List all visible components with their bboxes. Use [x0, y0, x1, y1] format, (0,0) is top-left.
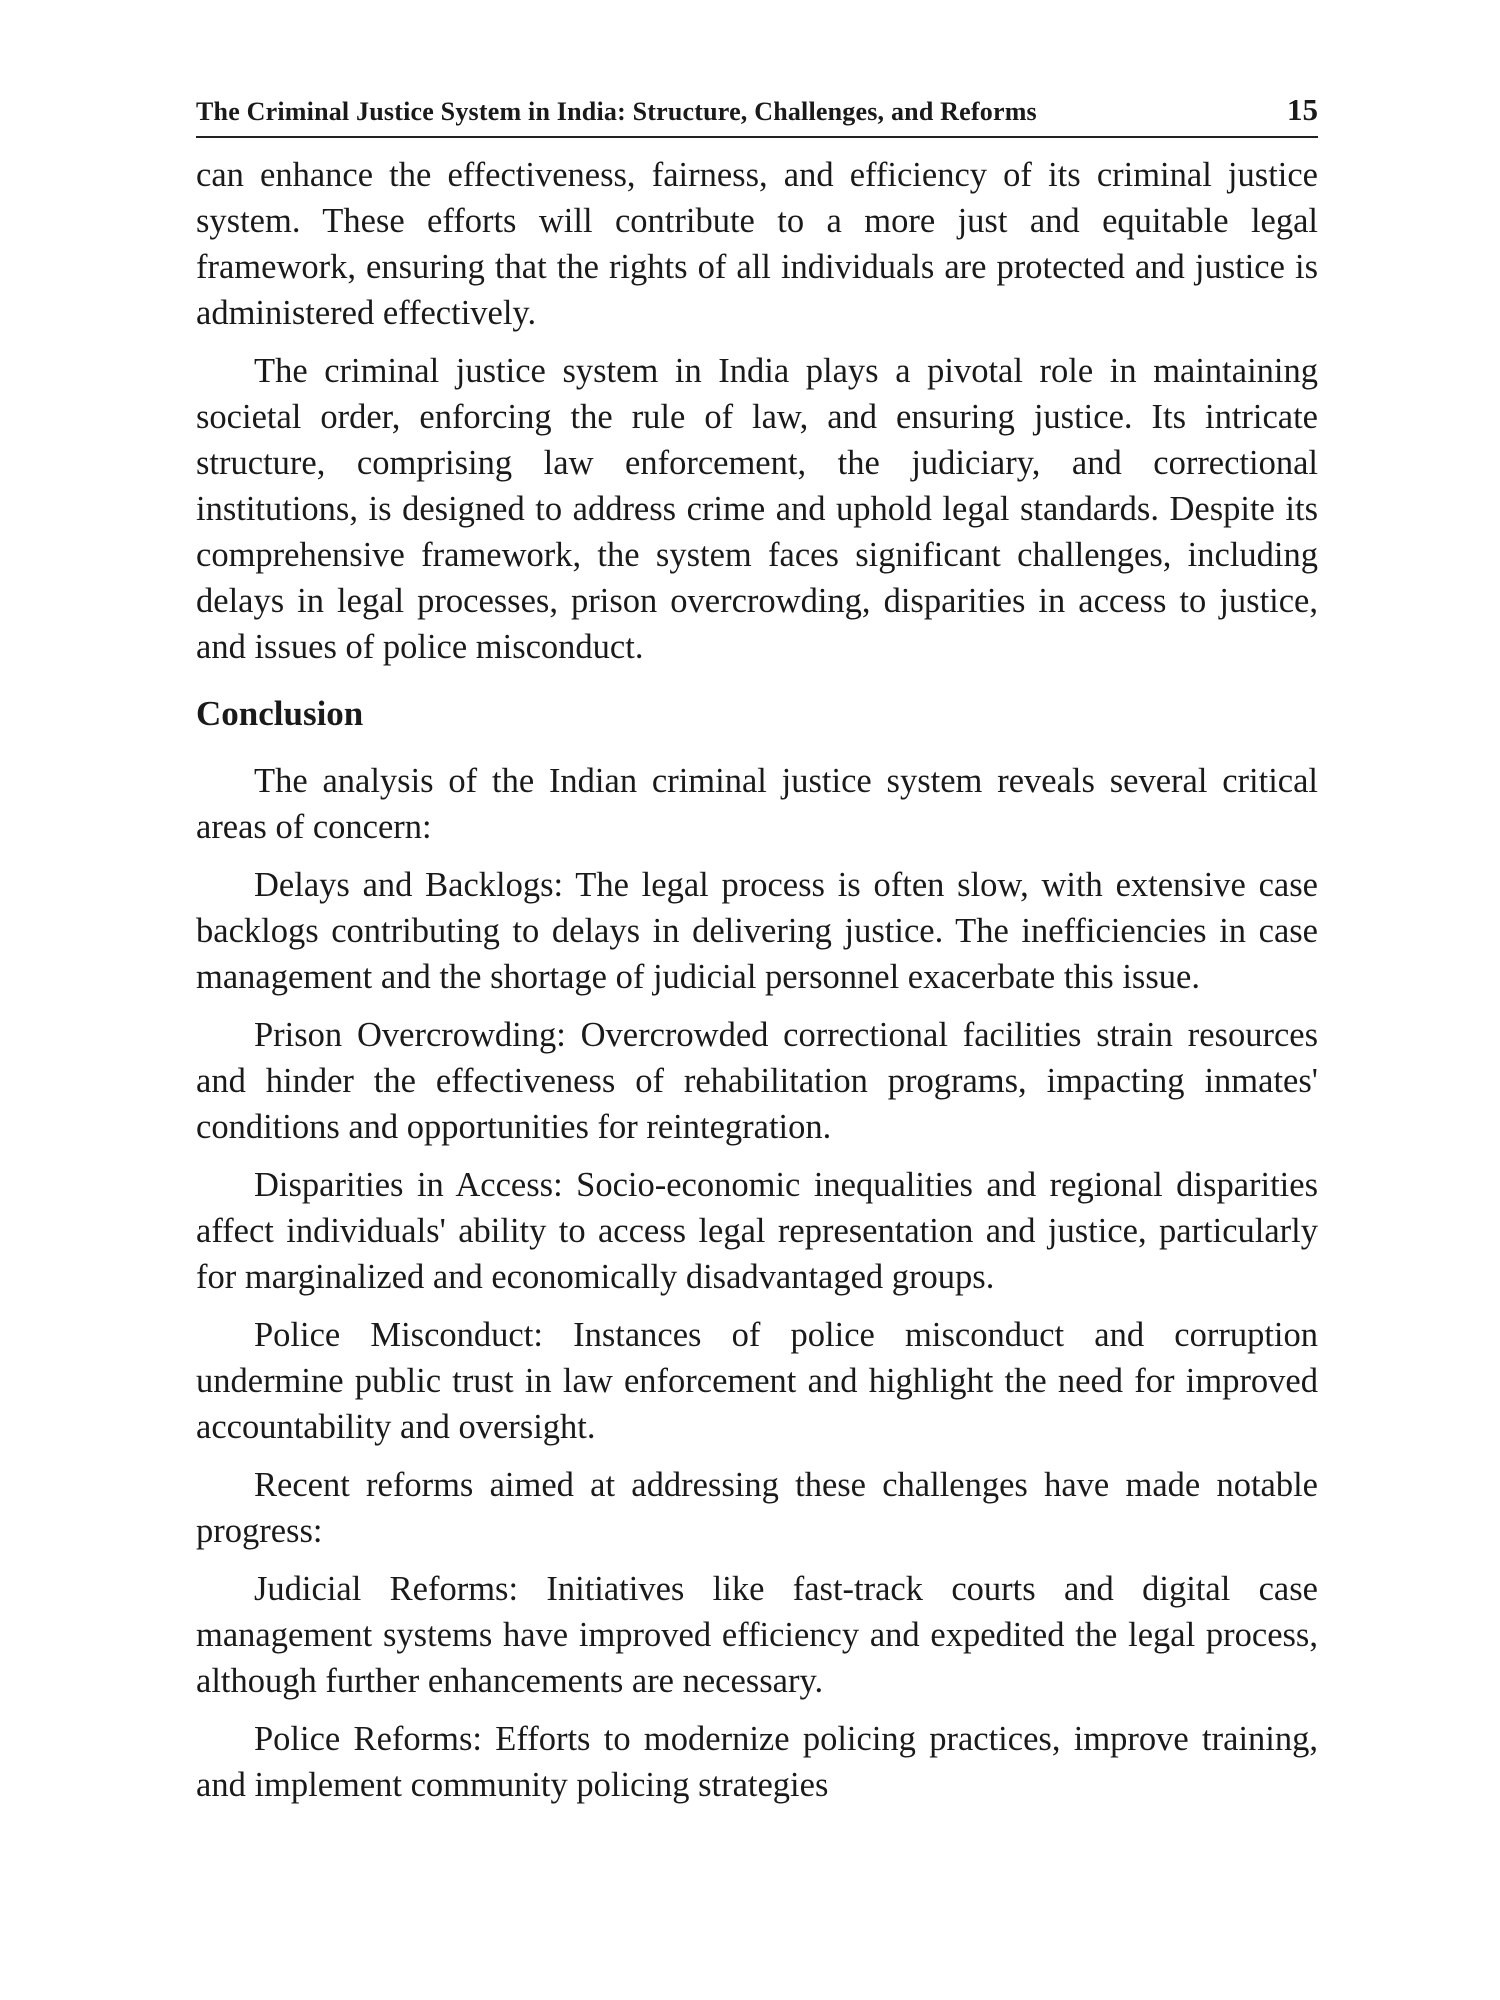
paragraph: Police Misconduct: Instances of police misconduct and corruption undermine public trust in law enforcement and highlight the need for improved accountability and oversight. — [196, 1316, 1318, 1446]
paragraph: Prison Overcrowding: Overcrowded correctional facilities strain resources and hinder the effectiveness of rehabilitation programs, impacting inmates' conditions and opportunities for reintegration. — [196, 1016, 1318, 1146]
book-page — [196, 92, 1318, 1820]
paragraph: Delays and Backlogs: The legal process is often slow, with extensive case backlogs contributing to delays in delivering justice. The inefficiencies in case management and the shortage of judicial personnel exacerbate this issue. — [196, 866, 1318, 996]
paragraph: Recent reforms aimed at addressing these challenges have made notable progress: — [196, 1466, 1318, 1550]
running-title: The Criminal Justice System in India: Structure, Challenges, and Reforms — [196, 97, 1037, 126]
page-number: 15 — [1287, 92, 1318, 127]
section-heading: Conclusion — [196, 694, 364, 733]
paragraph: The analysis of the Indian criminal justice system reveals several critical areas of concern: — [196, 762, 1318, 846]
paragraph: The criminal justice system in India plays a pivotal role in maintaining societal order, enforcing the rule of law, and ensuring justice. Its intricate structure, comprising law enforcement, the judiciary, and correctional institutions, is designed to address crime and uphold legal standards. Despite its comprehensive framework, the system faces significant challenges, including delays in legal processes, prison overcrowding, disparities in access to justice, and issues of police misconduct. — [196, 352, 1318, 666]
paragraph: Police Reforms: Efforts to modernize policing practices, improve training, and implement community policing strategies — [196, 1720, 1318, 1804]
paragraph: can enhance the effectiveness, fairness, and efficiency of its criminal justice system. These efforts will contribute to a more just and equitable legal framework, ensuring that the rights of all individuals are protected and justice is administered effectively. — [196, 156, 1318, 332]
running-header — [196, 92, 1318, 138]
paragraph: Disparities in Access: Socio-economic inequalities and regional disparities affect individuals' ability to access legal representation and justice, particularly for marginalized and economically disadvantaged groups. — [196, 1166, 1318, 1296]
body-text — [196, 152, 1318, 1808]
paragraph: Judicial Reforms: Initiatives like fast-track courts and digital case management systems have improved efficiency and expedited the legal process, although further enhancements are necessary. — [196, 1570, 1318, 1700]
